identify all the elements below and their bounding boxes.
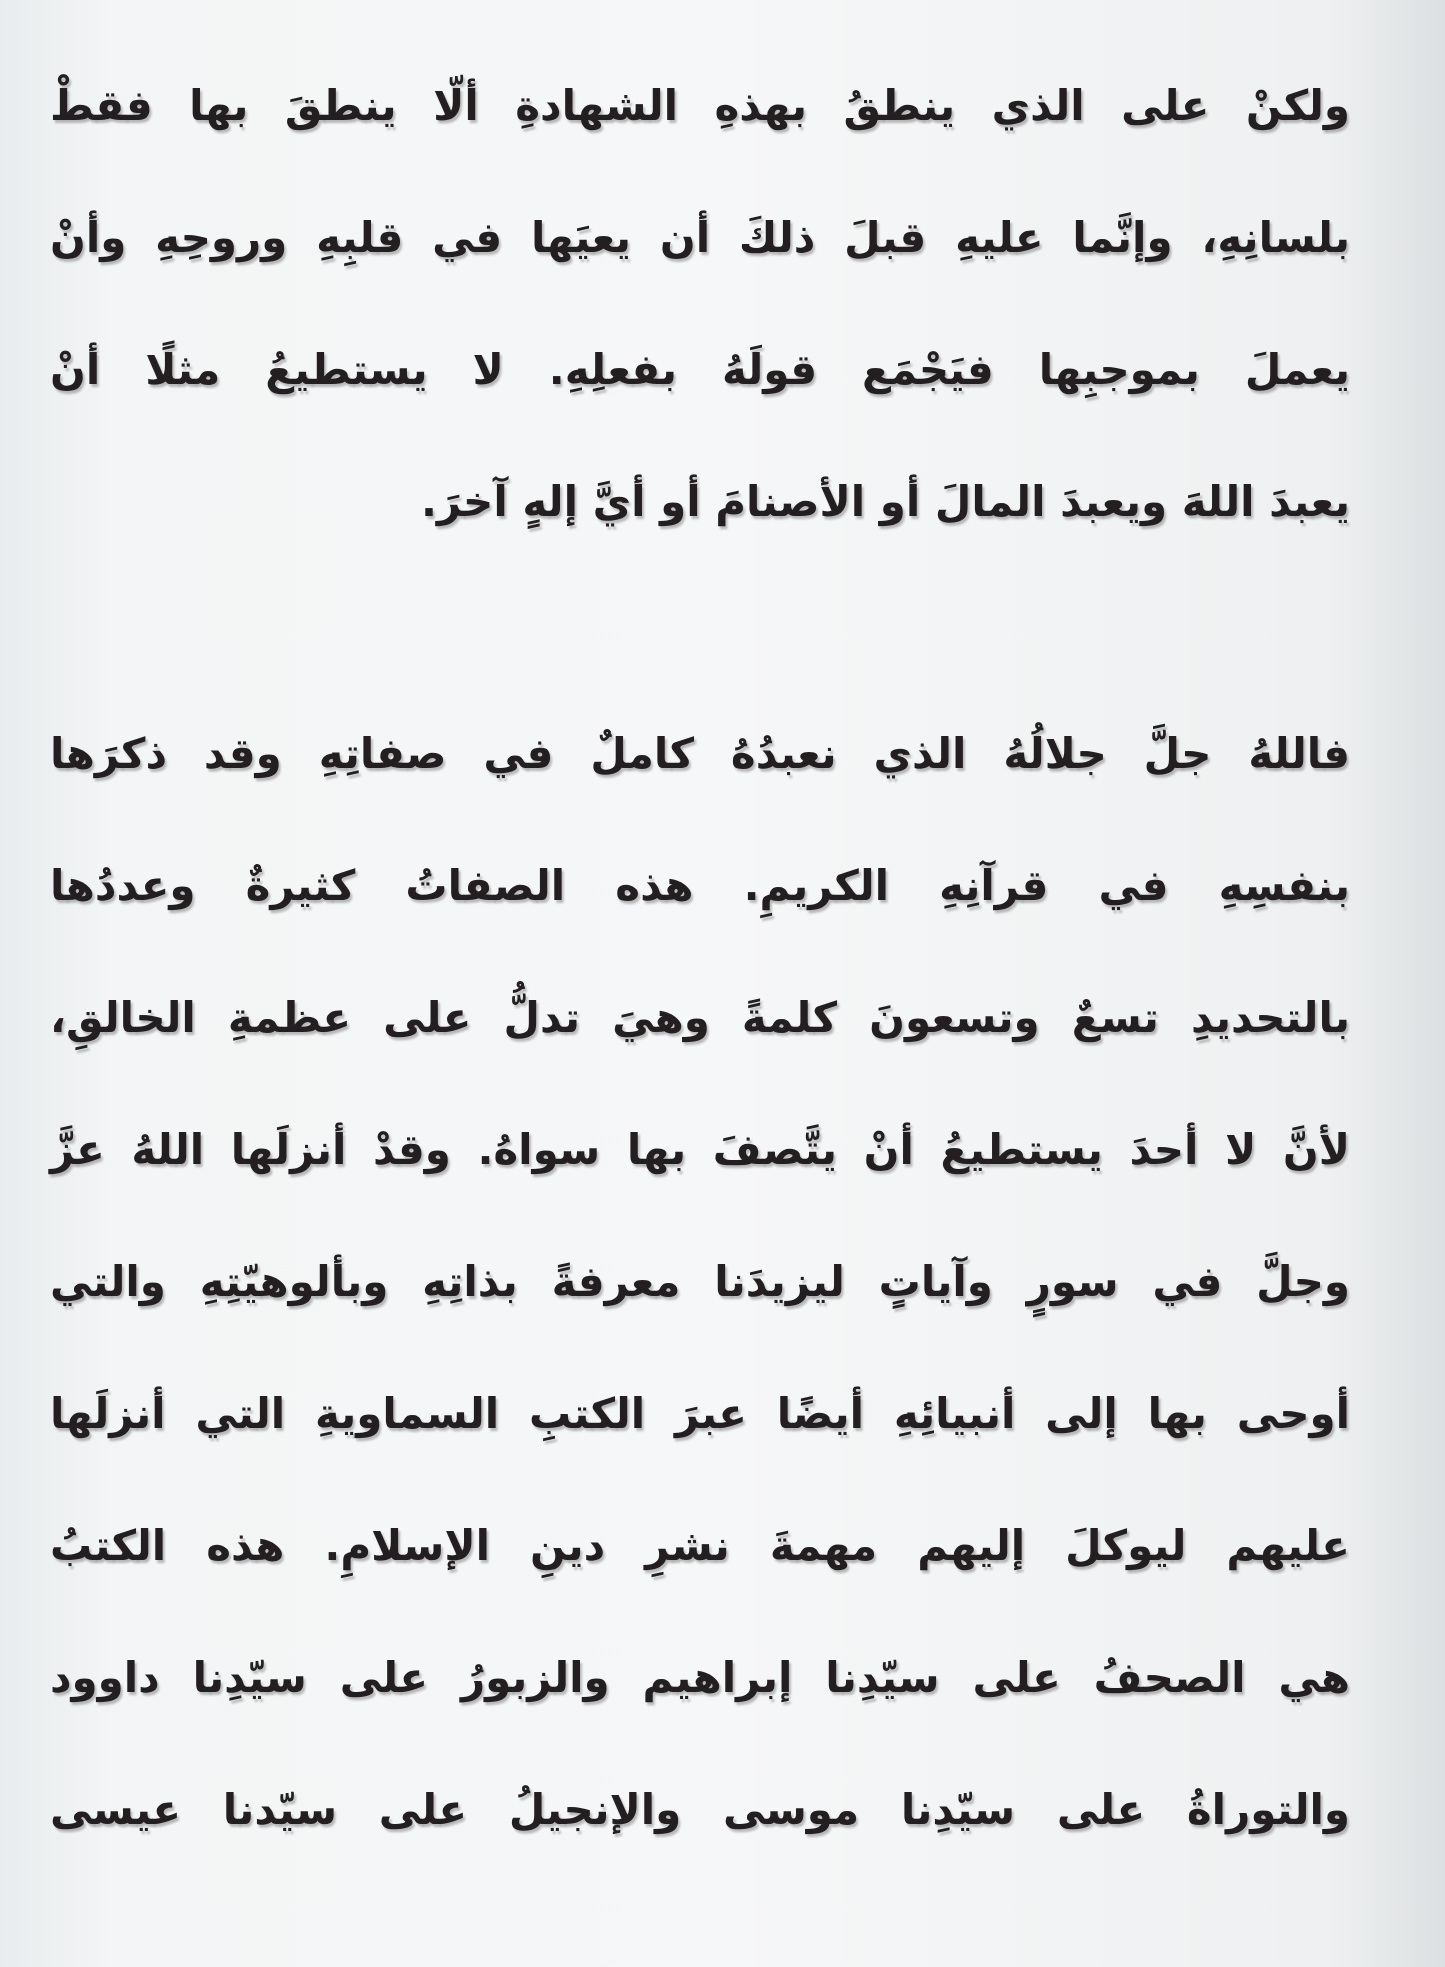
text-line: يعبدَ اللهَ ويعبدَ المالَ أو الأصنامَ أو أيَّ إلهٍ آخرَ. xyxy=(420,477,1350,526)
text-line: وجلَّ في سورٍ وآياتٍ ليزيدَنا معرفةً بذاتِهِ وبألوهيّتِهِ والتي xyxy=(50,1257,1350,1306)
text-line: والتوراةُ على سيّدِنا موسى والإنجيلُ على سيّدنا عيسى xyxy=(50,1785,1350,1834)
text-line: يعملَ بموجبِها فيَجْمَع قولَهُ بفعلِهِ. لا يستطيعُ مثلًا أنْ xyxy=(50,345,1350,394)
text-line: لأنَّ لا أحدَ يستطيعُ أنْ يتَّصفَ بها سواهُ. وقدْ أنزلَها اللهُ عزَّ xyxy=(50,1125,1350,1174)
paragraph-2 xyxy=(50,688,1350,1876)
book-page xyxy=(50,40,1350,1876)
paragraph-gap xyxy=(50,568,1350,688)
text-line: فاللهُ جلَّ جلالُهُ الذي نعبدُهُ كاملٌ في صفاتِهِ وقد ذكرَها xyxy=(50,729,1350,778)
paragraph-1 xyxy=(50,40,1350,568)
text-line: بلسانِهِ، وإنَّما عليهِ قبلَ ذلكَ أن يعيَها في قلبِهِ وروحِهِ وأنْ xyxy=(50,213,1350,262)
text-line: ولكنْ على الذي ينطقُ بهذهِ الشهادةِ ألّا ينطقَ بها فقطْ xyxy=(50,81,1350,130)
text-line: أوحى بها إلى أنبيائِهِ أيضًا عبرَ الكتبِ السماويةِ التي أنزلَها xyxy=(50,1389,1350,1438)
text-line: بالتحديدِ تسعٌ وتسعونَ كلمةً وهيَ تدلُّ على عظمةِ الخالقِ، xyxy=(50,993,1350,1042)
text-line: هي الصحفُ على سيّدِنا إبراهيم والزبورُ على سيّدِنا داوود xyxy=(50,1653,1350,1702)
text-line: بنفسِهِ في قرآنِهِ الكريمِ. هذه الصفاتُ كثيرةٌ وعددُها xyxy=(50,861,1350,910)
text-line: عليهم ليوكلَ إليهم مهمةَ نشرِ دينِ الإسلامِ. هذه الكتبُ xyxy=(50,1521,1350,1570)
